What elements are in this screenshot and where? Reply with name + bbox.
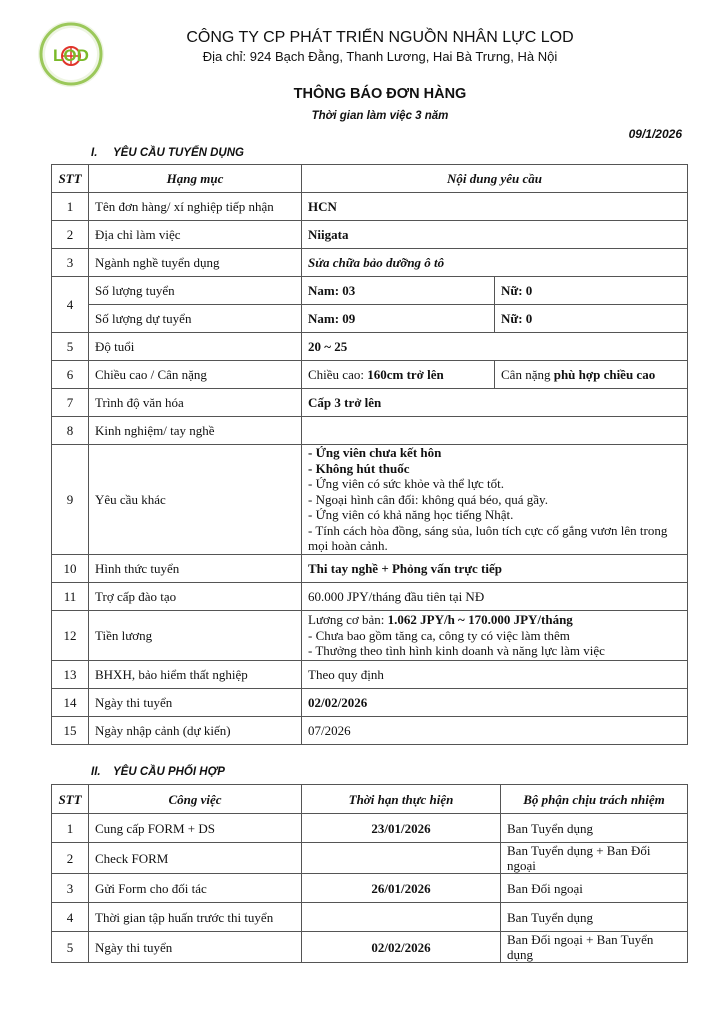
col-header-stt: STT [52, 165, 89, 193]
row-label: Tiền lương [89, 611, 302, 661]
table-row [52, 814, 688, 843]
row-value: Cấp 3 trở lên [302, 389, 688, 417]
coordination-table [51, 784, 688, 963]
row-stt: 8 [52, 417, 89, 445]
col-header-stt: STT [52, 785, 89, 814]
company-address: Địa chỉ: 924 Bạch Đằng, Thanh Lương, Hai Bà Trưng, Hà Nội [202, 49, 558, 64]
table-row [52, 932, 688, 963]
document-subtitle: Thời gian làm việc 3 năm [311, 110, 449, 122]
deadline: 23/01/2026 [302, 814, 501, 843]
height-prefix: Chiều cao: [308, 367, 368, 382]
task: Thời gian tập huấn trước thi tuyển [89, 903, 302, 932]
deadline: 26/01/2026 [302, 874, 501, 903]
weight-cell [495, 361, 688, 389]
requirement-line: - Ứng viên có sức khỏe và thể lực tốt. [308, 476, 505, 492]
department: Ban Đối ngoại [501, 874, 688, 903]
table-row [52, 249, 688, 277]
female-count: Nữ: 0 [495, 277, 688, 305]
table-row [52, 555, 688, 583]
row-stt: 2 [52, 221, 89, 249]
table-row [52, 903, 688, 932]
row-label: Trợ cấp đào tạo [89, 583, 302, 611]
row-label: Độ tuổi [89, 333, 302, 361]
male-count: Nam: 09 [302, 305, 495, 333]
salary-line [308, 612, 681, 628]
row-stt: 1 [52, 814, 89, 843]
requirement-line: - Ứng viên có khả năng học tiếng Nhật. [308, 507, 514, 523]
other-requirements [302, 445, 688, 555]
task: Gửi Form cho đối tác [89, 874, 302, 903]
row-value: 07/2026 [302, 717, 688, 745]
row-value: Theo quy định [302, 661, 688, 689]
row-stt: 6 [52, 361, 89, 389]
requirement-line: - Tính cách hòa đồng, sáng sủa, luôn tích cực cố gắng vươn lên trong mọi hoàn cảnh. [308, 522, 668, 554]
col-header-task: Công việc [89, 785, 302, 814]
row-stt: 12 [52, 611, 89, 661]
row-label: Trình độ văn hóa [89, 389, 302, 417]
row-label: Số lượng dự tuyển [89, 305, 302, 333]
row-label: Tên đơn hàng/ xí nghiệp tiếp nhận [89, 193, 302, 221]
task: Ngày thi tuyển [89, 932, 302, 963]
table-header-row [52, 785, 688, 814]
requirement-line: - Không hút thuốc [308, 460, 410, 476]
section-title: YÊU CẦU PHỐI HỢP [113, 766, 225, 778]
col-header-item: Hạng mục [89, 165, 302, 193]
row-stt: 4 [52, 277, 89, 333]
task: Cung cấp FORM + DS [89, 814, 302, 843]
height-cell [302, 361, 495, 389]
row-label: Ngày thi tuyển [89, 689, 302, 717]
table-row [52, 305, 688, 333]
table-row [52, 583, 688, 611]
salary-prefix: Lương cơ bản: [308, 612, 388, 628]
salary-details [302, 611, 688, 661]
salary-note: - Thưởng theo tình hình kinh doanh và năng lực làm việc [308, 643, 605, 659]
table-row [52, 689, 688, 717]
section-title: YÊU CẦU TUYỂN DỤNG [113, 147, 244, 159]
row-stt: 5 [52, 333, 89, 361]
table-row [52, 361, 688, 389]
table-row [52, 221, 688, 249]
row-label: Yêu cầu khác [89, 445, 302, 555]
row-stt: 9 [52, 445, 89, 555]
section-number: II. [91, 766, 101, 778]
row-value: Niigata [302, 221, 688, 249]
company-name: CÔNG TY CP PHÁT TRIỂN NGUỒN NHÂN LỰC LOD [186, 29, 574, 46]
row-stt: 7 [52, 389, 89, 417]
row-stt: 2 [52, 843, 89, 874]
row-label: Kinh nghiệm/ tay nghề [89, 417, 302, 445]
height-value: 160cm trở lên [367, 367, 444, 382]
row-value: Thi tay nghề + Phỏng vấn trực tiếp [302, 555, 688, 583]
row-stt: 11 [52, 583, 89, 611]
row-stt: 10 [52, 555, 89, 583]
section-heading-recruitment [91, 147, 244, 159]
table-header-row [52, 165, 688, 193]
table-row [52, 277, 688, 305]
deadline [302, 903, 501, 932]
row-label: Địa chỉ làm việc [89, 221, 302, 249]
document-title: THÔNG BÁO ĐƠN HÀNG [293, 86, 467, 102]
row-label: BHXH, bảo hiểm thất nghiệp [89, 661, 302, 689]
deadline: 02/02/2026 [302, 932, 501, 963]
row-value: 60.000 JPY/tháng đầu tiên tại NĐ [302, 583, 688, 611]
salary-value: 1.062 JPY/h ~ 170.000 JPY/tháng [387, 612, 573, 628]
table-row [52, 874, 688, 903]
row-stt: 15 [52, 717, 89, 745]
row-stt: 5 [52, 932, 89, 963]
row-label: Chiều cao / Cân nặng [89, 361, 302, 389]
table-row [52, 417, 688, 445]
company-logo [37, 20, 105, 88]
row-stt: 13 [52, 661, 89, 689]
deadline [302, 843, 501, 874]
requirement-line: - Ngoại hình cân đối: không quá béo, quá gầy. [308, 491, 548, 507]
department: Ban Đối ngoại + Ban Tuyển dụng [501, 932, 688, 963]
requirement-line: - Ứng viên chưa kết hôn [308, 445, 442, 461]
logo-text: LOD [53, 46, 89, 65]
salary-note: - Chưa bao gồm tăng ca, công ty có việc làm thêm [308, 627, 570, 643]
row-label: Hình thức tuyển [89, 555, 302, 583]
male-count: Nam: 03 [302, 277, 495, 305]
table-row [52, 445, 688, 555]
recruitment-table [51, 164, 688, 745]
table-row [52, 389, 688, 417]
row-value [302, 417, 688, 445]
row-value: 02/02/2026 [302, 689, 688, 717]
row-stt: 3 [52, 874, 89, 903]
row-value: HCN [302, 193, 688, 221]
section-heading-coordination [91, 766, 225, 778]
row-label: Số lượng tuyển [89, 277, 302, 305]
col-header-dept: Bộ phận chịu trách nhiệm [501, 785, 688, 814]
document-date: 09/1/2026 [628, 127, 682, 141]
table-row [52, 611, 688, 661]
department: Ban Tuyển dụng [501, 814, 688, 843]
table-row [52, 193, 688, 221]
row-value: Sửa chữa bảo dưỡng ô tô [302, 249, 688, 277]
department: Ban Tuyển dụng + Ban Đối ngoại [501, 843, 688, 874]
col-header-content: Nội dung yêu cầu [302, 165, 688, 193]
col-header-deadline: Thời hạn thực hiện [302, 785, 501, 814]
row-stt: 3 [52, 249, 89, 277]
row-value: 20 ~ 25 [302, 333, 688, 361]
row-label: Ngày nhập cảnh (dự kiến) [89, 717, 302, 745]
table-row [52, 661, 688, 689]
row-stt: 4 [52, 903, 89, 932]
table-row [52, 333, 688, 361]
row-stt: 1 [52, 193, 89, 221]
female-count: Nữ: 0 [495, 305, 688, 333]
row-stt: 14 [52, 689, 89, 717]
section-number: I. [91, 147, 98, 159]
weight-prefix: Cân nặng [501, 367, 554, 382]
department: Ban Tuyển dụng [501, 903, 688, 932]
table-row [52, 717, 688, 745]
task: Check FORM [89, 843, 302, 874]
table-row [52, 843, 688, 874]
row-label: Ngành nghề tuyển dụng [89, 249, 302, 277]
weight-value: phù hợp chiều cao [553, 367, 656, 382]
